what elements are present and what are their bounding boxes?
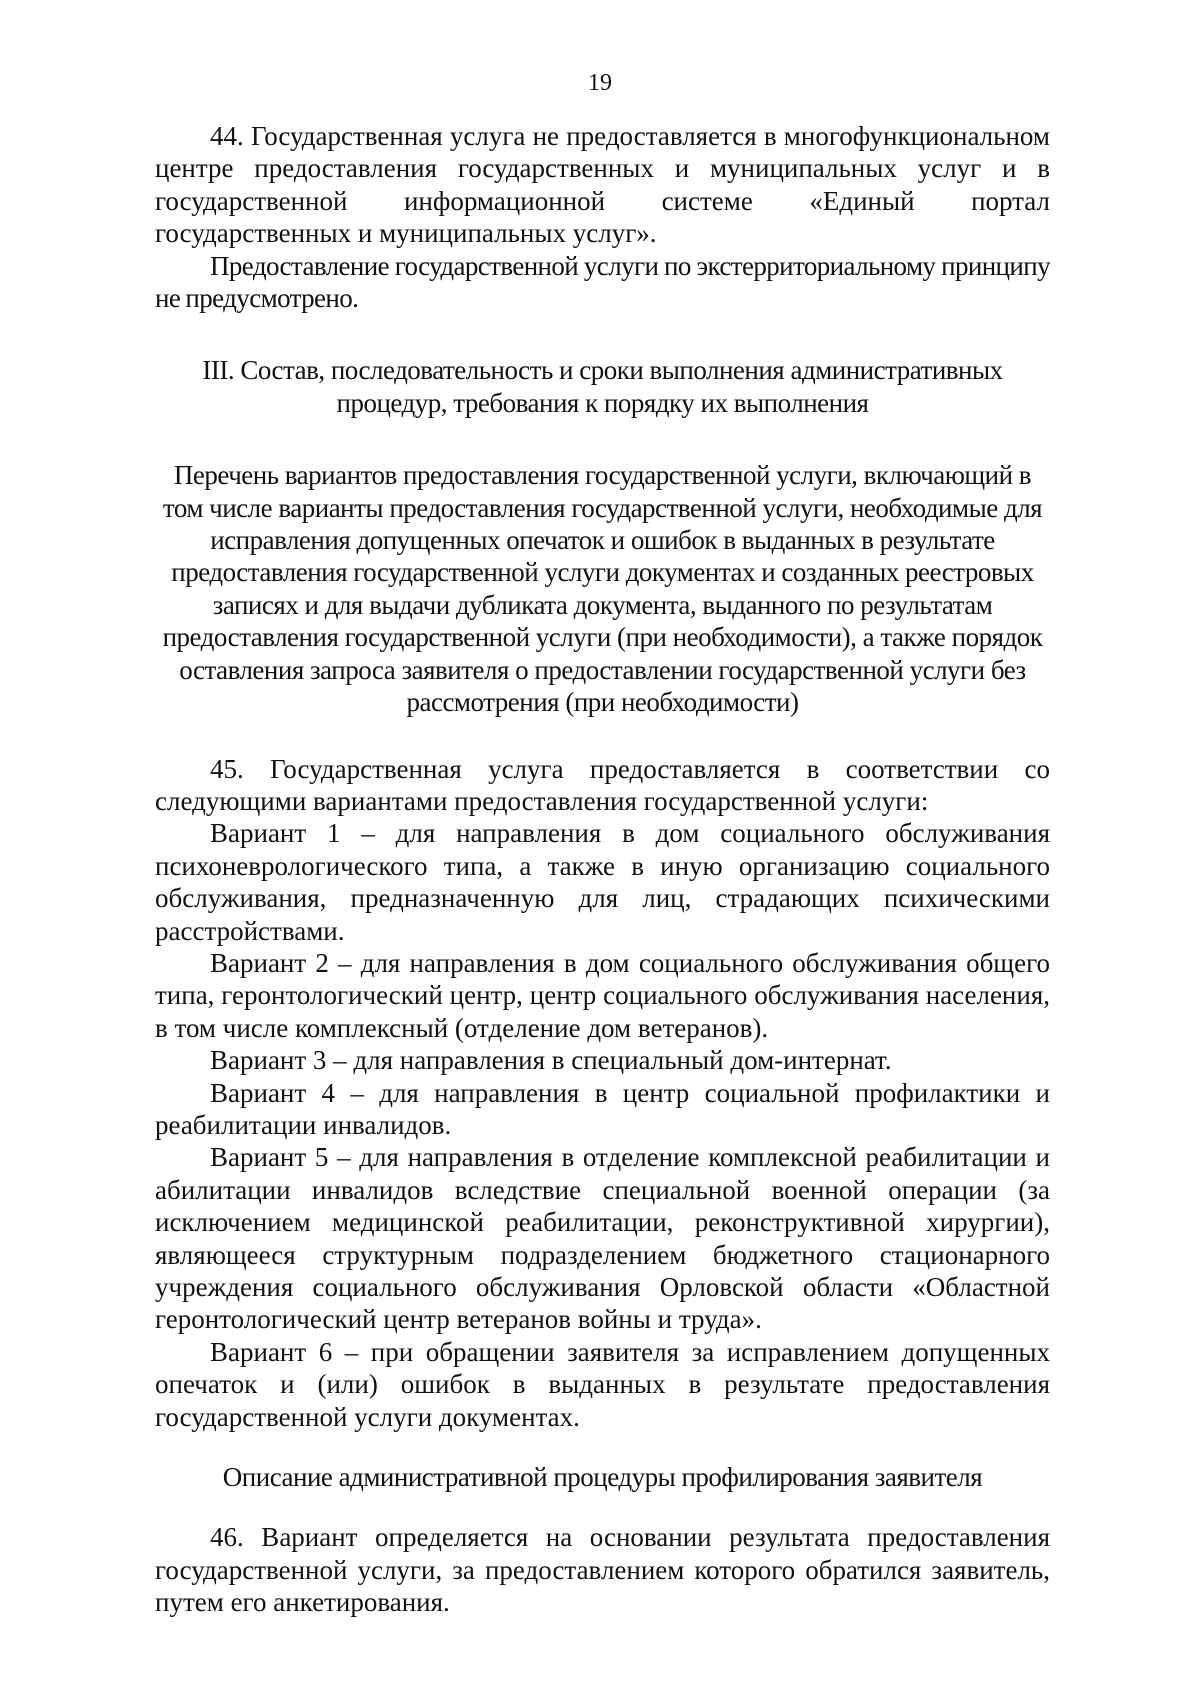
spacer (155, 314, 1050, 354)
spacer (155, 719, 1050, 753)
variant-4: Вариант 4 – для направления в центр социальной профилактики и реабилитации инвалидов. (155, 1077, 1050, 1140)
variant-2: Вариант 2 – для направления в дом социального обслуживания общего типа, геронтологический центр, центр социального обслуживания населения, в том числе комплексный (отделение дом ветеранов). (155, 947, 1050, 1043)
section-title: III. Состав, последовательность и сроки выполнения административных процедур, требования к порядку их выполнения (202, 355, 1003, 418)
variant-1: Вариант 1 – для направления в дом социального обслуживания психоневрологического типа, а также в иную организацию социального обслуживания, предназначенную для лиц, страдающих психическими расстройствами. (155, 818, 1050, 946)
spacer (155, 419, 1050, 459)
variant-3: Вариант 3 – для направления в специальный дом-интернат. (210, 1045, 892, 1076)
paragraph-44: 44. Государственная услуга не предоставляется в многофункциональном центре предоставления государственных и муниципальных услуг и в государственной информационной системе «Единый портал государственных и муниципальных услуг». (155, 121, 1050, 249)
variant-6: Вариант 6 – при обращении заявителя за исправлением допущенных опечаток и (или) ошибок в выданных в результате предоставления государственной услуги документах. (155, 1336, 1050, 1432)
paragraph-46: 46. Вариант определяется на основании результата предоставления государственной услуги, за предоставлением которого обратился заявитель, путем его анкетирования. (155, 1522, 1050, 1618)
spacer (155, 1493, 1050, 1521)
profiling-title: Описание административной процедуры профилирования заявителя (222, 1462, 983, 1493)
page-number: 19 (588, 70, 612, 96)
variant-5: Вариант 5 – для направления в отделение комплексной реабилитации и абилитации инвалидов вследствие специальной военной операции (за исключением медицинской реабилитации, реконструктивной хирургии), являющееся структурным подразделением бюджетного стационарного учреждения социального обслуживания Орловской области «Областной геронтологический центр ветеранов войны и труда». (155, 1142, 1050, 1335)
spacer (155, 1433, 1050, 1461)
subsection-title: Перечень вариантов предоставления государственной услуги, включающий в том числе варианты предоставления государственной услуги, необходимые для исправления допущенных опечаток и ошибок в выданных в результате предоставления государственной услуги документах и созданных реестровых записях и для выдачи дубликата документа, выданного по результатам предоставления государственной услуги (при необходимости), а также порядок оставления запроса заявителя о предоставлении государственной услуги без рассмотрения (при необходимости) (162, 460, 1043, 718)
document-body (155, 120, 1050, 1619)
paragraph-45: 45. Государственная услуга предоставляется в соответствии со следующими вариантами предоставления государственной услуги: (155, 753, 1050, 816)
paragraph-44-extraterritorial: Предоставление государственной услуги по экстерриториальному принципу не предусмотрено. (155, 250, 1050, 314)
